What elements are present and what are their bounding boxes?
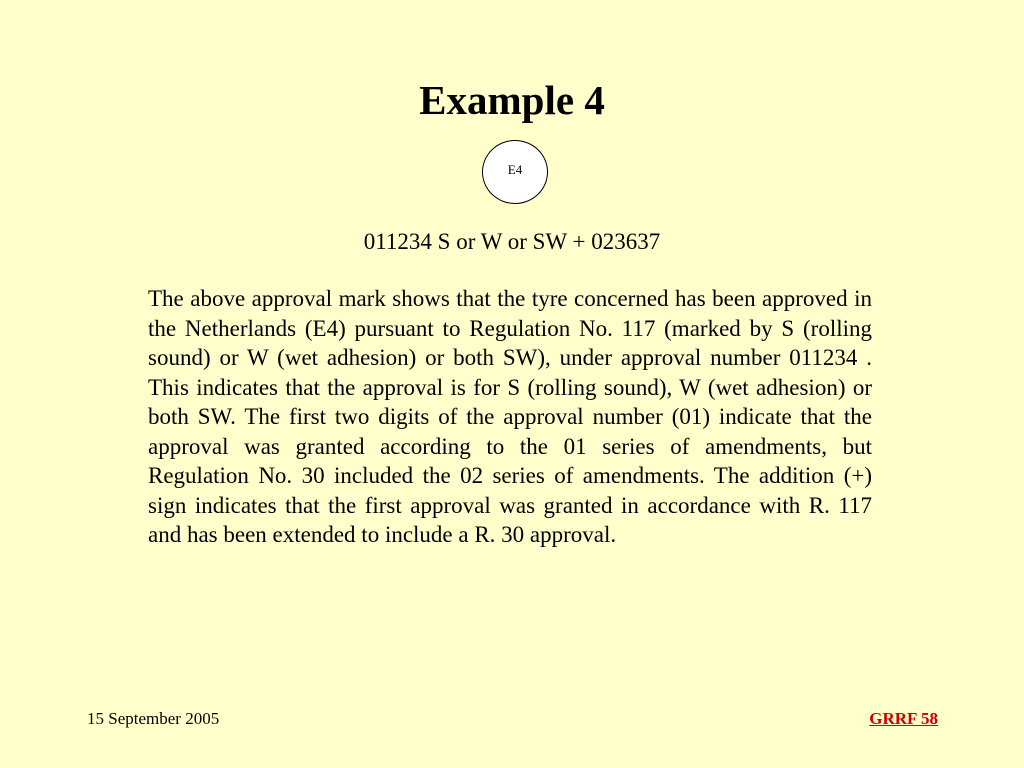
approval-mark-letter: E	[507, 162, 516, 177]
approval-mark-circle	[482, 140, 548, 204]
explanation-paragraph: The above approval mark shows that the tyre concerned has been approved in the Netherlands (E4) pursuant to Regulation No. 117 (marked by S (rolling sound) or W (wet adhesion) or both SW), under approval number 011234 . This indicates that the approval is for S (rolling sound), W (wet adhesion) or both SW. The first two digits of the approval number (01) indicate that the approval was granted according to the 01 series of amendments, but Regulation No. 30 included the 02 series of amendments. The addition (+) sign indicates that the first approval was granted in accordance with R. 117 and has been extended to include a R. 30 approval.	[148, 286, 872, 547]
approval-number-line: 011234 S or W or SW + 023637	[363, 229, 661, 254]
footer-date: 15 September 2005	[87, 709, 220, 728]
footer-session-label: GRRF 58	[869, 709, 938, 728]
approval-mark-label	[483, 163, 547, 176]
approval-mark-number: 4	[515, 162, 523, 177]
slide-title: Example 4	[419, 77, 605, 123]
